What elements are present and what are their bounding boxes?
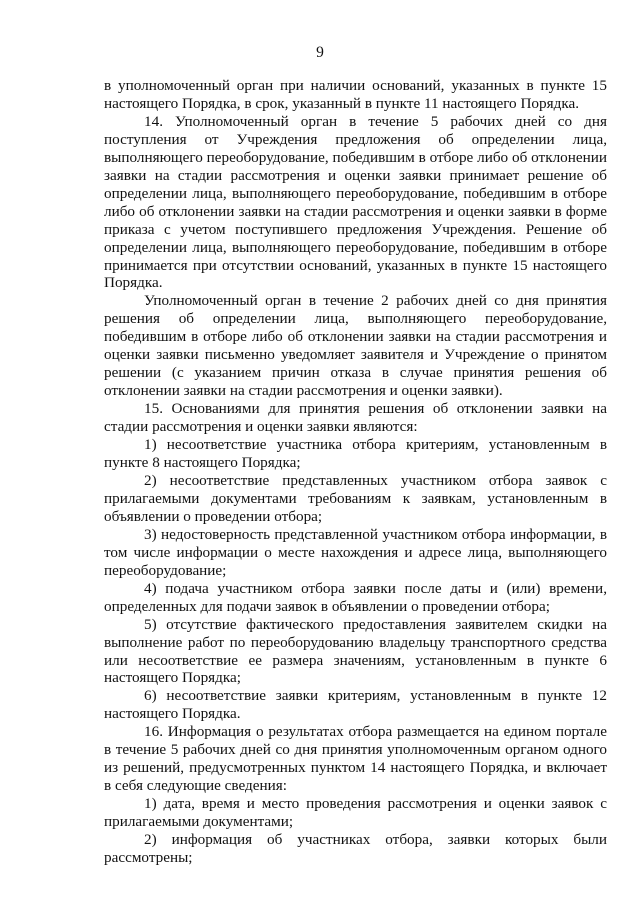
page-body — [104, 77, 607, 867]
paragraph-continuation: в уполномоченный орган при наличии оснований, указанных в пункте 15 настоящего Порядка, в срок, указанный в пункте 11 настоящего Порядка. — [104, 77, 607, 112]
list-item-16-1: 1) дата, время и место проведения рассмотрения и оценки заявок с прилагаемыми документами; — [104, 795, 607, 831]
page-number: 9 — [316, 44, 324, 61]
paragraph-item-14: 14. Уполномоченный орган в течение 5 рабочих дней со дня поступления от Учреждения предложения об определении лица, выполняющего переоборудование, победившим в отборе либо об отклонении заявки на стадии рассмотрения и оценки заявки принимает решение об определении лица, выполняющего переоборудование, победившим в отборе либо об отклонении заявки на стадии рассмотрения и оценки заявки в форме приказа с учетом поступившего предложения Учреждения. Решение об определении лица, выполняющего переоборудование, победившим в отборе принимается при отсутствии оснований, указанных в пункте 15 настоящего Порядка. — [104, 112, 607, 292]
list-item-15-4: 4) подача участником отбора заявки после даты и (или) времени, определенных для подачи заявок в объявлении о проведении отбора; — [104, 579, 607, 615]
list-item-15-6: 6) несоответствие заявки критериям, установленным в пункте 12 настоящего Порядка. — [104, 687, 607, 723]
paragraph-item-15: 15. Основаниями для принятия решения об отклонении заявки на стадии рассмотрения и оценки заявки являются: — [104, 400, 607, 436]
list-item-16-2: 2) информация об участниках отбора, заявки которых были рассмотрены; — [104, 831, 607, 866]
list-item-15-2: 2) несоответствие представленных участником отбора заявок с прилагаемыми документами требованиям к заявкам, установленным в объявлении о проведении отбора; — [104, 471, 607, 525]
paragraph-notification: Уполномоченный орган в течение 2 рабочих дней со дня принятия решения об определении лица, выполняющего переоборудование, победившим в отборе либо об отклонении заявки на стадии рассмотрения и оценки заявки письменно уведомляет заявителя и Учреждение о принятом решении (с указанием причин отказа в случае принятия решения об отклонении заявки на стадии рассмотрения и оценки заявки). — [104, 292, 607, 400]
list-item-15-5: 5) отсутствие фактического предоставления заявителем скидки на выполнение работ по переоборудованию владельцу транспортного средства или несоответствие ее размера значениям, установленным в пункте 6 настоящего Порядка; — [104, 615, 607, 687]
paragraph-item-16: 16. Информация о результатах отбора размещается на едином портале в течение 5 рабочих дней со дня принятия уполномоченным органом одного из решений, предусмотренных пунктом 14 настоящего Порядка, и включает в себя следующие сведения: — [104, 723, 607, 795]
list-item-15-1: 1) несоответствие участника отбора критериям, установленным в пункте 8 настоящего Порядка; — [104, 436, 607, 472]
list-item-15-3: 3) недостоверность представленной участником отбора информации, в том числе информации о месте нахождения и адресе лица, выполняющего переоборудование; — [104, 525, 607, 579]
